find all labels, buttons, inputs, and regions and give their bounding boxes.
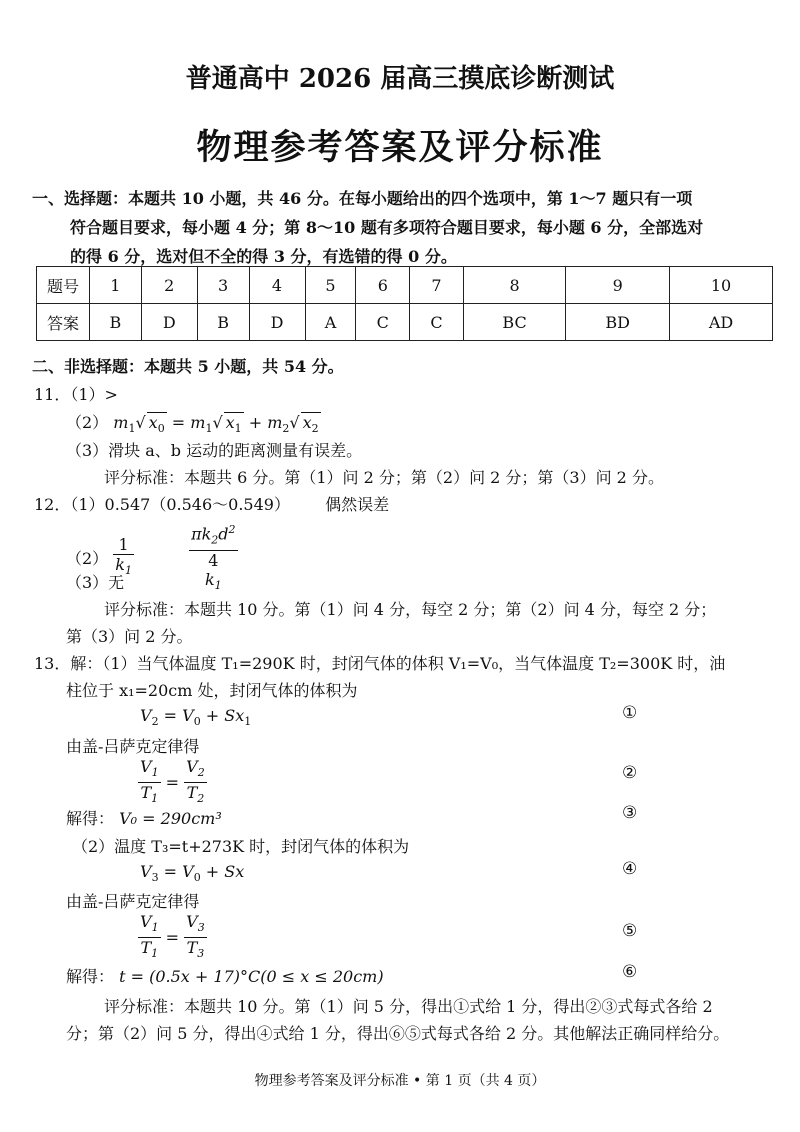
- section1-line2: 符合题目要求，每小题 4 分；第 8～10 题有多项符合题目要求，每小题 6 分，全部选对: [70, 218, 704, 237]
- page-footer: 物理参考答案及评分标准 • 第 1 页（共 4 页）: [254, 1073, 546, 1089]
- q13-solution1: [66, 806, 222, 829]
- row-label-number: 题号: [37, 267, 90, 304]
- fraction-v1-over-t1: $\frac{V_1}{T_1}$: [140, 757, 159, 806]
- equation-marker-4: ④: [622, 859, 638, 879]
- q13-law1: 由盖-吕萨克定律得: [66, 737, 200, 756]
- fraction-pi-k2-d2-over-4k1: $\pi k_2d^2$ 4 $k_1$: [189, 520, 237, 595]
- section2-heading: 二、非选择题：本题共 5 小题，共 54 分。: [32, 357, 344, 376]
- q13-solution2: [66, 964, 384, 987]
- table-cell: AD: [670, 304, 773, 341]
- q13-line2: 柱位于 x₁=20cm 处，封闭气体的体积为: [66, 681, 358, 700]
- q12-scoring-line2: 第（3）问 2 分。: [66, 627, 193, 646]
- question-number-row: [37, 267, 773, 304]
- table-cell: 8: [463, 267, 566, 304]
- equation-marker-6: ⑥: [622, 962, 638, 982]
- q12-scoring-line1: 评分标准：本题共 10 分。第（1）问 4 分，每空 2 分；第（2）问 4 分，每空 2 分；: [104, 600, 717, 619]
- table-cell: 6: [356, 267, 410, 304]
- table-cell: D: [141, 304, 197, 341]
- equation-marker-3: ③: [622, 803, 638, 823]
- table-cell: A: [305, 304, 356, 341]
- equation-marker-2: ②: [622, 763, 638, 783]
- q11-part2: [66, 410, 321, 435]
- section1-line3: 的得 6 分，选对但不全的得 3 分，有选错的得 0 分。: [70, 247, 457, 266]
- q11-part3: （3）滑块 a、b 运动的距离测量有误差。: [66, 441, 363, 460]
- equation-gay-lussac-1: $\frac{V_1}{T_1}$ = $\frac{V_2}{T_2}$: [138, 757, 207, 808]
- fraction-1-over-k1: $\frac{1}{k_1}$: [115, 534, 132, 577]
- table-cell: D: [249, 304, 305, 341]
- exam-title: 普通高中 2026 届高三摸底诊断测试: [185, 64, 615, 94]
- q13-solution2-label: 解得：: [66, 967, 115, 986]
- q13-law2: 由盖-吕萨克定律得: [66, 892, 200, 911]
- equation-marker-1: ①: [622, 703, 638, 723]
- answer-key-title: 物理参考答案及评分标准: [196, 127, 604, 168]
- row-label-answer: 答案: [37, 304, 90, 341]
- q12-part1: [34, 492, 389, 515]
- q13-part2: （2）温度 T₃=t+273K 时，封闭气体的体积为: [72, 837, 410, 856]
- fraction-v1-over-t1: $\frac{V_1}{T_1}$: [140, 912, 159, 961]
- momentum-equation: $m_1√$ $x_0 = m_1√$ $x_1 + m_2√$ $x_2$: [113, 413, 319, 436]
- q13-line1: 13．解：（1）当气体温度 T₁=290K 时，封闭气体的体积 V₁=V₀，当气体温度 T₂=300K 时，油: [34, 654, 726, 673]
- q12-part1-answer: 12．（1）0.547（0.546～0.549）: [34, 495, 290, 514]
- table-cell: 9: [566, 267, 670, 304]
- q11-part1: 11．（1）>: [34, 385, 118, 404]
- table-cell: 3: [197, 267, 249, 304]
- q11-part2-label: （2）: [66, 413, 109, 432]
- table-cell: BC: [463, 304, 566, 341]
- answer-row: [37, 304, 773, 341]
- equation-marker-5: ⑤: [622, 921, 638, 941]
- table-cell: B: [90, 304, 142, 341]
- q12-part2-label: （2）: [66, 548, 109, 568]
- table-cell: 5: [305, 267, 356, 304]
- table-cell: 1: [90, 267, 142, 304]
- q13-solution1-value: V₀ = 290cm³: [119, 809, 222, 828]
- fraction-v2-over-t2: $\frac{V_2}{T_2}$: [186, 757, 205, 806]
- table-cell: 7: [410, 267, 464, 304]
- q13-solution1-label: 解得：: [66, 809, 115, 828]
- q13-scoring-line1: 评分标准：本题共 10 分。第（1）问 5 分，得出①式给 1 分，得出②③式每式各给 2: [104, 997, 713, 1016]
- table-cell: C: [356, 304, 410, 341]
- table-cell: C: [410, 304, 464, 341]
- table-cell: 2: [141, 267, 197, 304]
- equation-v3: $V_3 = V_0 + Sx$: [140, 862, 245, 885]
- q11-scoring: 评分标准：本题共 6 分。第（1）问 2 分；第（2）问 2 分；第（3）问 2 分。: [104, 468, 664, 487]
- table-cell: BD: [566, 304, 670, 341]
- table-cell: 10: [670, 267, 773, 304]
- table-cell: 4: [249, 267, 305, 304]
- q13-solution2-value: t = (0.5x + 17)°C(0 ≤ x ≤ 20cm): [119, 967, 384, 986]
- q12-part1-error-type: 偶然误差: [325, 495, 390, 514]
- equation-gay-lussac-2: $\frac{V_1}{T_1}$ = $\frac{V_3}{T_3}$: [138, 912, 207, 963]
- table-cell: B: [197, 304, 249, 341]
- equation-v2: $V_2 = V_0 + Sx_1$: [140, 706, 252, 729]
- fraction-v3-over-t3: $\frac{V_3}{T_3}$: [186, 912, 205, 961]
- q12-part3: （3）无: [66, 573, 125, 592]
- answer-table: [36, 266, 773, 341]
- q13-scoring-line2: 分；第（2）问 5 分，得出④式给 1 分，得出⑥⑤式每式各给 2 分。其他解法正确同样给分。: [66, 1024, 730, 1043]
- section1-instructions: [32, 184, 777, 271]
- section1-line1: 一、选择题：本题共 10 小题，共 46 分。在每小题给出的四个选项中，第 1～7 题只有一项: [32, 189, 693, 208]
